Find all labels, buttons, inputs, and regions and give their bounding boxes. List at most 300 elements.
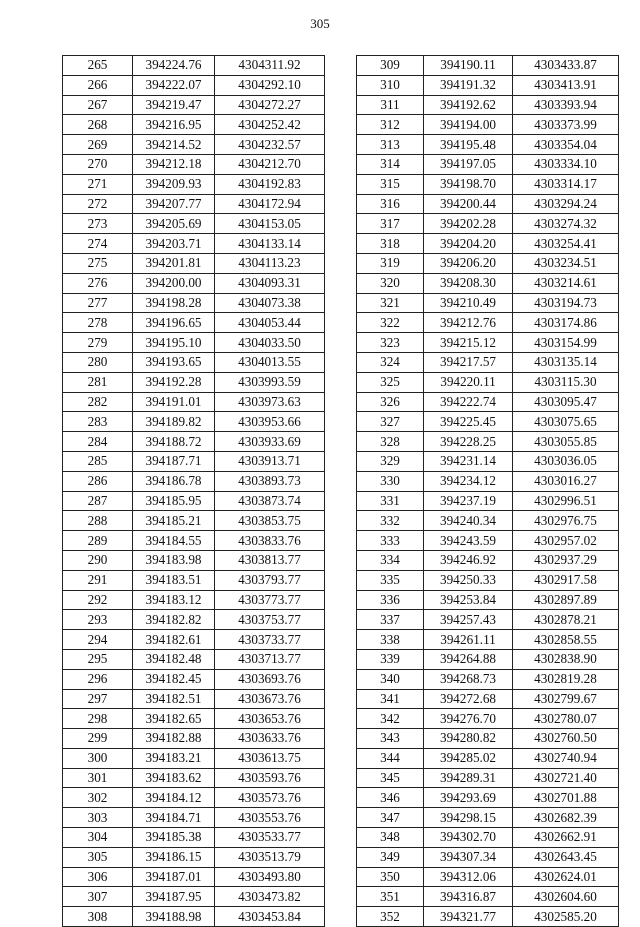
x-coordinate-cell: 394182.48: [133, 649, 215, 669]
x-coordinate-cell: 394197.05: [424, 154, 513, 174]
y-coordinate-cell: 4303753.77: [215, 610, 325, 630]
table-row: [357, 174, 619, 194]
y-coordinate-cell: 4303154.99: [513, 333, 619, 353]
x-coordinate-cell: 394212.76: [424, 313, 513, 333]
x-coordinate-cell: 394312.06: [424, 867, 513, 887]
y-coordinate-cell: 4302682.39: [513, 808, 619, 828]
x-coordinate-cell: 394208.30: [424, 273, 513, 293]
y-coordinate-cell: 4303314.17: [513, 174, 619, 194]
table-row: [63, 174, 325, 194]
table-row: [63, 570, 325, 590]
y-coordinate-cell: 4302838.90: [513, 649, 619, 669]
x-coordinate-cell: 394280.82: [424, 729, 513, 749]
y-coordinate-cell: 4303813.77: [215, 550, 325, 570]
point-number-cell: 265: [63, 56, 133, 76]
y-coordinate-cell: 4303095.47: [513, 392, 619, 412]
table-row: [357, 847, 619, 867]
x-coordinate-cell: 394182.45: [133, 669, 215, 689]
y-coordinate-cell: 4303673.76: [215, 689, 325, 709]
point-number-cell: 342: [357, 709, 424, 729]
table-row: [63, 887, 325, 907]
point-number-cell: 295: [63, 649, 133, 669]
y-coordinate-cell: 4304113.23: [215, 253, 325, 273]
point-number-cell: 332: [357, 511, 424, 531]
point-number-cell: 321: [357, 293, 424, 313]
point-number-cell: 322: [357, 313, 424, 333]
y-coordinate-cell: 4303853.75: [215, 511, 325, 531]
table-row: [357, 768, 619, 788]
y-coordinate-cell: 4303713.77: [215, 649, 325, 669]
table-row: [63, 709, 325, 729]
table-row: [357, 95, 619, 115]
table-row: [357, 570, 619, 590]
coordinates-table-left: [62, 55, 325, 927]
x-coordinate-cell: 394212.18: [133, 154, 215, 174]
table-row: [63, 352, 325, 372]
table-row: [357, 412, 619, 432]
y-coordinate-cell: 4303593.76: [215, 768, 325, 788]
point-number-cell: 338: [357, 630, 424, 650]
table-row: [357, 729, 619, 749]
y-coordinate-cell: 4303214.61: [513, 273, 619, 293]
x-coordinate-cell: 394289.31: [424, 768, 513, 788]
x-coordinate-cell: 394216.95: [133, 115, 215, 135]
y-coordinate-cell: 4304252.42: [215, 115, 325, 135]
y-coordinate-cell: 4303613.75: [215, 748, 325, 768]
x-coordinate-cell: 394191.01: [133, 392, 215, 412]
x-coordinate-cell: 394316.87: [424, 887, 513, 907]
point-number-cell: 305: [63, 847, 133, 867]
x-coordinate-cell: 394293.69: [424, 788, 513, 808]
table-row: [63, 748, 325, 768]
table-row: [63, 412, 325, 432]
y-coordinate-cell: 4302701.88: [513, 788, 619, 808]
y-coordinate-cell: 4304053.44: [215, 313, 325, 333]
x-coordinate-cell: 394201.81: [133, 253, 215, 273]
x-coordinate-cell: 394210.49: [424, 293, 513, 313]
point-number-cell: 352: [357, 907, 424, 927]
point-number-cell: 267: [63, 95, 133, 115]
y-coordinate-cell: 4304013.55: [215, 352, 325, 372]
table-row: [357, 75, 619, 95]
x-coordinate-cell: 394184.71: [133, 808, 215, 828]
y-coordinate-cell: 4303873.74: [215, 491, 325, 511]
table-row: [63, 432, 325, 452]
point-number-cell: 330: [357, 471, 424, 491]
point-number-cell: 336: [357, 590, 424, 610]
point-number-cell: 270: [63, 154, 133, 174]
y-coordinate-cell: 4304033.50: [215, 333, 325, 353]
x-coordinate-cell: 394191.32: [424, 75, 513, 95]
table-row: [357, 333, 619, 353]
table-row: [357, 135, 619, 155]
point-number-cell: 287: [63, 491, 133, 511]
x-coordinate-cell: 394257.43: [424, 610, 513, 630]
point-number-cell: 313: [357, 135, 424, 155]
point-number-cell: 341: [357, 689, 424, 709]
x-coordinate-cell: 394183.21: [133, 748, 215, 768]
table-row: [357, 808, 619, 828]
y-coordinate-cell: 4302643.45: [513, 847, 619, 867]
x-coordinate-cell: 394205.69: [133, 214, 215, 234]
table-row: [357, 511, 619, 531]
y-coordinate-cell: 4303115.30: [513, 372, 619, 392]
table-row: [63, 828, 325, 848]
y-coordinate-cell: 4303413.91: [513, 75, 619, 95]
point-number-cell: 312: [357, 115, 424, 135]
y-coordinate-cell: 4304311.92: [215, 56, 325, 76]
y-coordinate-cell: 4302996.51: [513, 491, 619, 511]
table-row: [63, 471, 325, 491]
table-row: [357, 590, 619, 610]
y-coordinate-cell: 4302721.40: [513, 768, 619, 788]
y-coordinate-cell: 4302897.89: [513, 590, 619, 610]
table-row: [63, 115, 325, 135]
x-coordinate-cell: 394185.21: [133, 511, 215, 531]
x-coordinate-cell: 394182.82: [133, 610, 215, 630]
x-coordinate-cell: 394184.55: [133, 531, 215, 551]
y-coordinate-cell: 4302799.67: [513, 689, 619, 709]
y-coordinate-cell: 4303993.59: [215, 372, 325, 392]
x-coordinate-cell: 394272.68: [424, 689, 513, 709]
x-coordinate-cell: 394228.25: [424, 432, 513, 452]
y-coordinate-cell: 4302858.55: [513, 630, 619, 650]
y-coordinate-cell: 4302937.29: [513, 550, 619, 570]
y-coordinate-cell: 4302780.07: [513, 709, 619, 729]
table-row: [357, 273, 619, 293]
x-coordinate-cell: 394224.76: [133, 56, 215, 76]
x-coordinate-cell: 394184.12: [133, 788, 215, 808]
y-coordinate-cell: 4303553.76: [215, 808, 325, 828]
point-number-cell: 349: [357, 847, 424, 867]
point-number-cell: 288: [63, 511, 133, 531]
point-number-cell: 335: [357, 570, 424, 590]
x-coordinate-cell: 394298.15: [424, 808, 513, 828]
table-row: [63, 214, 325, 234]
point-number-cell: 280: [63, 352, 133, 372]
x-coordinate-cell: 394215.12: [424, 333, 513, 353]
point-number-cell: 346: [357, 788, 424, 808]
table-row: [357, 392, 619, 412]
y-coordinate-cell: 4303633.76: [215, 729, 325, 749]
x-coordinate-cell: 394207.77: [133, 194, 215, 214]
table-row: [63, 234, 325, 254]
x-coordinate-cell: 394187.95: [133, 887, 215, 907]
x-coordinate-cell: 394192.62: [424, 95, 513, 115]
y-coordinate-cell: 4303254.41: [513, 234, 619, 254]
table-row: [63, 135, 325, 155]
y-coordinate-cell: 4303733.77: [215, 630, 325, 650]
page-number: 305: [310, 16, 330, 31]
table-row: [63, 630, 325, 650]
x-coordinate-cell: 394276.70: [424, 709, 513, 729]
table-row: [357, 550, 619, 570]
point-number-cell: 277: [63, 293, 133, 313]
table-row: [63, 273, 325, 293]
point-number-cell: 324: [357, 352, 424, 372]
point-number-cell: 271: [63, 174, 133, 194]
x-coordinate-cell: 394198.70: [424, 174, 513, 194]
x-coordinate-cell: 394237.19: [424, 491, 513, 511]
point-number-cell: 348: [357, 828, 424, 848]
y-coordinate-cell: 4303433.87: [513, 56, 619, 76]
y-coordinate-cell: 4303533.77: [215, 828, 325, 848]
y-coordinate-cell: 4303573.76: [215, 788, 325, 808]
x-coordinate-cell: 394183.51: [133, 570, 215, 590]
table-row: [63, 729, 325, 749]
x-coordinate-cell: 394192.28: [133, 372, 215, 392]
x-coordinate-cell: 394209.93: [133, 174, 215, 194]
y-coordinate-cell: 4303373.99: [513, 115, 619, 135]
y-coordinate-cell: 4304212.70: [215, 154, 325, 174]
y-coordinate-cell: 4303234.51: [513, 253, 619, 273]
point-number-cell: 325: [357, 372, 424, 392]
table-row: [63, 293, 325, 313]
point-number-cell: 345: [357, 768, 424, 788]
y-coordinate-cell: 4302624.01: [513, 867, 619, 887]
point-number-cell: 323: [357, 333, 424, 353]
table-row: [63, 610, 325, 630]
table-row: [357, 214, 619, 234]
point-number-cell: 306: [63, 867, 133, 887]
point-number-cell: 310: [357, 75, 424, 95]
table-row: [63, 649, 325, 669]
table-row: [357, 432, 619, 452]
point-number-cell: 340: [357, 669, 424, 689]
y-coordinate-cell: 4302957.02: [513, 531, 619, 551]
table-row: [357, 194, 619, 214]
x-coordinate-cell: 394183.12: [133, 590, 215, 610]
point-number-cell: 299: [63, 729, 133, 749]
point-number-cell: 343: [357, 729, 424, 749]
x-coordinate-cell: 394183.62: [133, 768, 215, 788]
point-number-cell: 307: [63, 887, 133, 907]
point-number-cell: 320: [357, 273, 424, 293]
point-number-cell: 266: [63, 75, 133, 95]
x-coordinate-cell: 394231.14: [424, 451, 513, 471]
x-coordinate-cell: 394195.10: [133, 333, 215, 353]
y-coordinate-cell: 4303833.76: [215, 531, 325, 551]
x-coordinate-cell: 394253.84: [424, 590, 513, 610]
y-coordinate-cell: 4303393.94: [513, 95, 619, 115]
point-number-cell: 301: [63, 768, 133, 788]
table-row: [357, 630, 619, 650]
x-coordinate-cell: 394200.00: [133, 273, 215, 293]
y-coordinate-cell: 4303913.71: [215, 451, 325, 471]
y-coordinate-cell: 4303274.32: [513, 214, 619, 234]
y-coordinate-cell: 4302878.21: [513, 610, 619, 630]
y-coordinate-cell: 4303294.24: [513, 194, 619, 214]
table-row: [63, 590, 325, 610]
point-number-cell: 347: [357, 808, 424, 828]
x-coordinate-cell: 394182.65: [133, 709, 215, 729]
point-number-cell: 304: [63, 828, 133, 848]
point-number-cell: 294: [63, 630, 133, 650]
x-coordinate-cell: 394183.98: [133, 550, 215, 570]
y-coordinate-cell: 4303933.69: [215, 432, 325, 452]
point-number-cell: 328: [357, 432, 424, 452]
x-coordinate-cell: 394195.48: [424, 135, 513, 155]
point-number-cell: 351: [357, 887, 424, 907]
table-row: [63, 867, 325, 887]
point-number-cell: 300: [63, 748, 133, 768]
point-number-cell: 275: [63, 253, 133, 273]
x-coordinate-cell: 394217.57: [424, 352, 513, 372]
y-coordinate-cell: 4303773.77: [215, 590, 325, 610]
y-coordinate-cell: 4303693.76: [215, 669, 325, 689]
point-number-cell: 289: [63, 531, 133, 551]
point-number-cell: 309: [357, 56, 424, 76]
y-coordinate-cell: 4302917.58: [513, 570, 619, 590]
y-coordinate-cell: 4302585.20: [513, 907, 619, 927]
table-row: [63, 194, 325, 214]
point-number-cell: 311: [357, 95, 424, 115]
x-coordinate-cell: 394264.88: [424, 649, 513, 669]
point-number-cell: 276: [63, 273, 133, 293]
table-row: [357, 234, 619, 254]
point-number-cell: 302: [63, 788, 133, 808]
x-coordinate-cell: 394222.07: [133, 75, 215, 95]
y-coordinate-cell: 4303973.63: [215, 392, 325, 412]
x-coordinate-cell: 394185.38: [133, 828, 215, 848]
y-coordinate-cell: 4304093.31: [215, 273, 325, 293]
table-row: [357, 788, 619, 808]
y-coordinate-cell: 4303174.86: [513, 313, 619, 333]
x-coordinate-cell: 394219.47: [133, 95, 215, 115]
table-row: [357, 531, 619, 551]
point-number-cell: 273: [63, 214, 133, 234]
y-coordinate-cell: 4303793.77: [215, 570, 325, 590]
point-number-cell: 274: [63, 234, 133, 254]
table-row: [357, 451, 619, 471]
y-coordinate-cell: 4304073.38: [215, 293, 325, 313]
point-number-cell: 272: [63, 194, 133, 214]
table-row: [63, 451, 325, 471]
y-coordinate-cell: 4303453.84: [215, 907, 325, 927]
x-coordinate-cell: 394321.77: [424, 907, 513, 927]
y-coordinate-cell: 4304292.10: [215, 75, 325, 95]
table-row: [63, 95, 325, 115]
x-coordinate-cell: 394307.34: [424, 847, 513, 867]
x-coordinate-cell: 394225.45: [424, 412, 513, 432]
table-row: [357, 649, 619, 669]
x-coordinate-cell: 394182.88: [133, 729, 215, 749]
table-row: [63, 392, 325, 412]
point-number-cell: 282: [63, 392, 133, 412]
table-row: [63, 372, 325, 392]
point-number-cell: 339: [357, 649, 424, 669]
x-coordinate-cell: 394190.11: [424, 56, 513, 76]
x-coordinate-cell: 394194.00: [424, 115, 513, 135]
y-coordinate-cell: 4304172.94: [215, 194, 325, 214]
point-number-cell: 285: [63, 451, 133, 471]
table-row: [63, 669, 325, 689]
y-coordinate-cell: 4303513.79: [215, 847, 325, 867]
table-row: [63, 907, 325, 927]
point-number-cell: 290: [63, 550, 133, 570]
y-coordinate-cell: 4302662.91: [513, 828, 619, 848]
table-row: [63, 154, 325, 174]
point-number-cell: 331: [357, 491, 424, 511]
y-coordinate-cell: 4303493.80: [215, 867, 325, 887]
table-row: [357, 293, 619, 313]
point-number-cell: 298: [63, 709, 133, 729]
x-coordinate-cell: 394188.72: [133, 432, 215, 452]
table-row: [63, 56, 325, 76]
table-row: [357, 828, 619, 848]
table-row: [63, 689, 325, 709]
table-row: [357, 887, 619, 907]
table-row: [357, 313, 619, 333]
point-number-cell: 286: [63, 471, 133, 491]
y-coordinate-cell: 4304133.14: [215, 234, 325, 254]
point-number-cell: 344: [357, 748, 424, 768]
x-coordinate-cell: 394187.01: [133, 867, 215, 887]
point-number-cell: 319: [357, 253, 424, 273]
x-coordinate-cell: 394189.82: [133, 412, 215, 432]
y-coordinate-cell: 4303334.10: [513, 154, 619, 174]
y-coordinate-cell: 4303473.82: [215, 887, 325, 907]
point-number-cell: 333: [357, 531, 424, 551]
point-number-cell: 283: [63, 412, 133, 432]
y-coordinate-cell: 4302760.50: [513, 729, 619, 749]
point-number-cell: 326: [357, 392, 424, 412]
point-number-cell: 315: [357, 174, 424, 194]
table-row: [357, 709, 619, 729]
table-row: [357, 352, 619, 372]
table-row: [357, 867, 619, 887]
table-row: [357, 372, 619, 392]
y-coordinate-cell: 4303135.14: [513, 352, 619, 372]
table-row: [357, 669, 619, 689]
point-number-cell: 308: [63, 907, 133, 927]
x-coordinate-cell: 394198.28: [133, 293, 215, 313]
y-coordinate-cell: 4303055.85: [513, 432, 619, 452]
x-coordinate-cell: 394202.28: [424, 214, 513, 234]
point-number-cell: 350: [357, 867, 424, 887]
point-number-cell: 327: [357, 412, 424, 432]
y-coordinate-cell: 4303653.76: [215, 709, 325, 729]
x-coordinate-cell: 394203.71: [133, 234, 215, 254]
point-number-cell: 303: [63, 808, 133, 828]
x-coordinate-cell: 394214.52: [133, 135, 215, 155]
table-row: [357, 56, 619, 76]
point-number-cell: 291: [63, 570, 133, 590]
x-coordinate-cell: 394246.92: [424, 550, 513, 570]
y-coordinate-cell: 4303953.66: [215, 412, 325, 432]
point-number-cell: 281: [63, 372, 133, 392]
table-row: [357, 253, 619, 273]
y-coordinate-cell: 4304153.05: [215, 214, 325, 234]
table-row: [63, 333, 325, 353]
table-row: [63, 808, 325, 828]
point-number-cell: 314: [357, 154, 424, 174]
x-coordinate-cell: 394250.33: [424, 570, 513, 590]
x-coordinate-cell: 394186.78: [133, 471, 215, 491]
x-coordinate-cell: 394234.12: [424, 471, 513, 491]
x-coordinate-cell: 394182.61: [133, 630, 215, 650]
x-coordinate-cell: 394220.11: [424, 372, 513, 392]
y-coordinate-cell: 4303075.65: [513, 412, 619, 432]
point-number-cell: 268: [63, 115, 133, 135]
point-number-cell: 337: [357, 610, 424, 630]
x-coordinate-cell: 394302.70: [424, 828, 513, 848]
y-coordinate-cell: 4304272.27: [215, 95, 325, 115]
table-row: [63, 768, 325, 788]
x-coordinate-cell: 394196.65: [133, 313, 215, 333]
point-number-cell: 317: [357, 214, 424, 234]
coordinates-table-right: [356, 55, 619, 927]
